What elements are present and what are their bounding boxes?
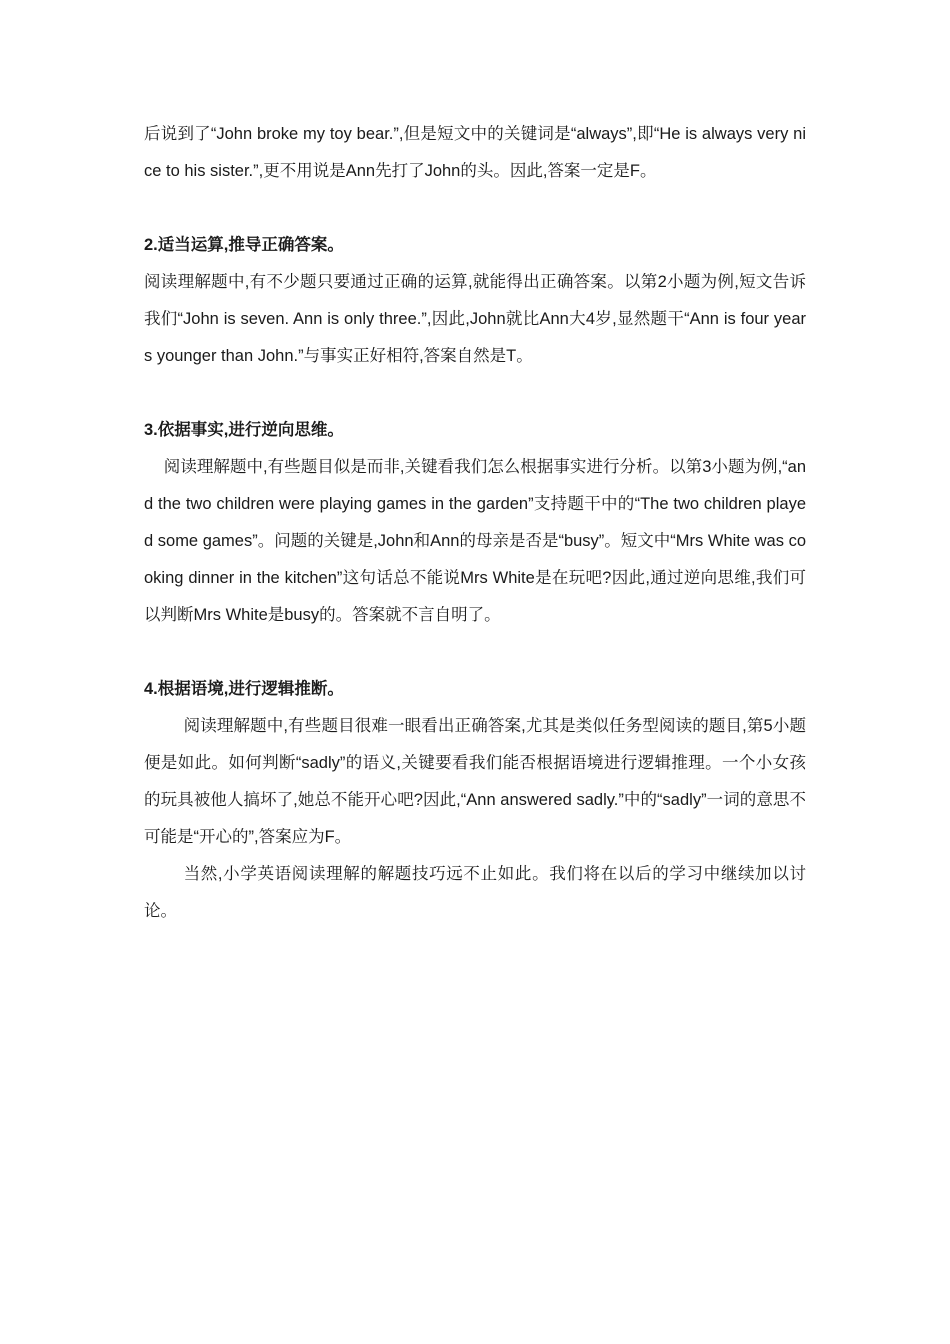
section-3-paragraph: 阅读理解题中,有些题目似是而非,关键看我们怎么根据事实进行分析。以第3小题为例,“and the two children were playing games in the garden”支持题干中的“The two children played some games”。问题的关键是,John和Ann的母亲是否是“busy”。短文中“Mrs White was cooking dinner in the kitchen”这句话总不能说Mrs White是在玩吧?因此,通过逆向思维,我们可以判断Mrs White是busy的。答案就不言自明了。 — [144, 458, 806, 624]
section-4-paragraph: 阅读理解题中,有些题目很难一眼看出正确答案,尤其是类似任务型阅读的题目,第5小题便是如此。如何判断“sadly”的语义,关键要看我们能否根据语境进行逻辑推理。一个小女孩的玩具被他人搞坏了,她总不能开心吧?因此,“Ann answered sadly.”中的“sadly”一词的意思不可能是“开心的”,答案应为F。 — [144, 717, 806, 846]
intro-paragraph: 后说到了“John broke my toy bear.”,但是短文中的关键词是“always”,即“He is always very nice to his sister.”,更不用说是Ann先打了John的头。因此,答案一定是F。 — [144, 125, 806, 180]
section-2-paragraph: 阅读理解题中,有不少题只要通过正确的运算,就能得出正确答案。以第2小题为例,短文告诉我们“John is seven. Ann is only three.”,因此,John就比Ann大4岁,显然题干“Ann is four years younger than John.”与事实正好相符,答案自然是T。 — [144, 273, 806, 365]
section-2-heading: 2.适当运算,推导正确答案。 — [144, 236, 344, 254]
section-4-heading: 4.根据语境,进行逻辑推断。 — [144, 680, 344, 698]
conclusion-paragraph: 当然,小学英语阅读理解的解题技巧远不止如此。我们将在以后的学习中继续加以讨论。 — [144, 865, 806, 920]
section-3-heading: 3.依据事实,进行逆向思维。 — [144, 421, 344, 439]
document-page — [144, 116, 806, 930]
